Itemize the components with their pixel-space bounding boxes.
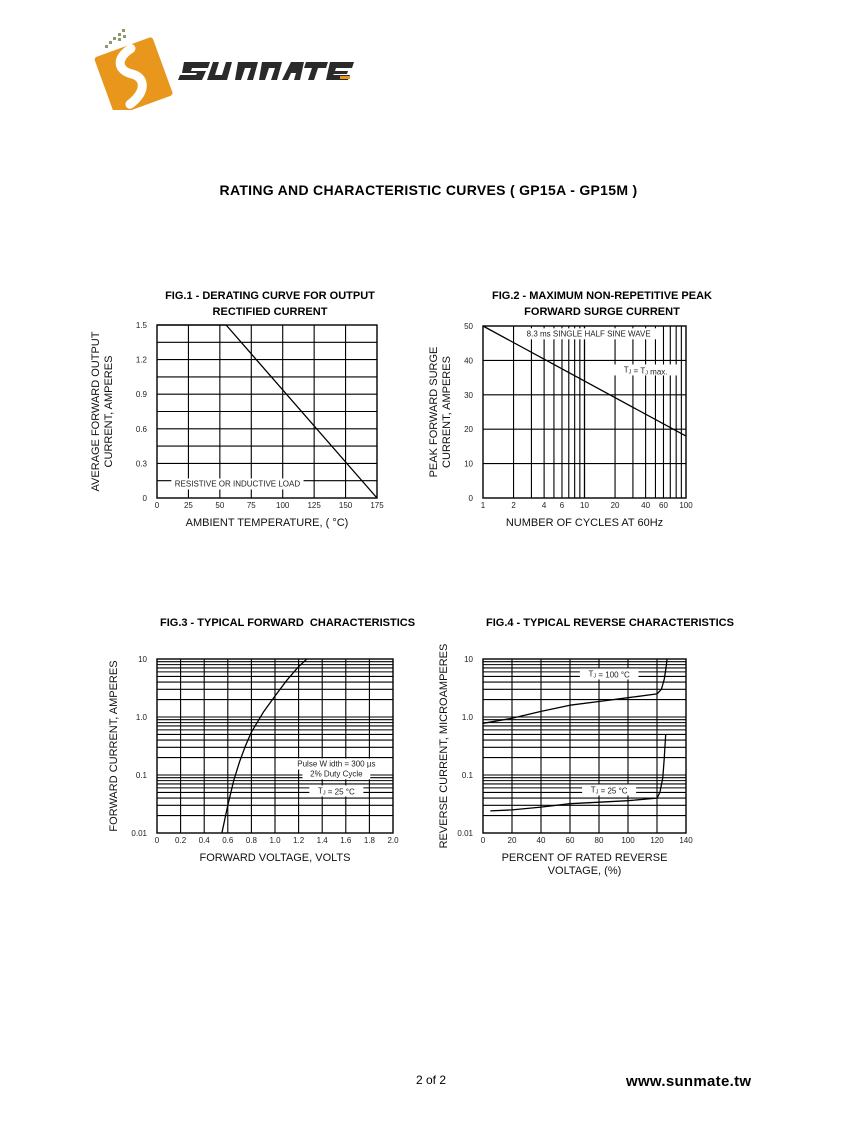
x-tick-label: 150 (338, 501, 353, 510)
chart-fig3 (108, 655, 399, 864)
x-tick-label: 0.8 (245, 836, 257, 845)
x-tick-label: 0 (154, 836, 160, 845)
y-axis-label: CURRENT, AMPERES (103, 355, 115, 468)
annotation-text: 2% Duty Cycle (310, 769, 363, 779)
fig3-title-line1: FIG.3 - TYPICAL FORWARD CHARACTERISTICS (160, 617, 416, 629)
x-tick-label: 125 (307, 501, 321, 510)
annotation-text: TJ = TJ max. (623, 365, 668, 377)
y-axis-label: REVERSE CURRENT, MICROAMPERES (438, 643, 450, 849)
fig1-title-line2: RECTIFIED CURRENT (212, 306, 328, 318)
x-tick-label: 60 (565, 836, 575, 845)
fig2-title-line1: FIG.2 - MAXIMUM NON-REPETITIVE PEAK (491, 290, 712, 302)
fig1-title-line1: FIG.1 - DERATING CURVE FOR OUTPUT (165, 290, 375, 302)
x-axis-label: PERCENT OF RATED REVERSE (501, 852, 668, 864)
website-url[interactable]: www.sunmate.tw (626, 1073, 752, 1090)
x-tick-label: 0 (154, 501, 160, 510)
plot-frame (483, 659, 686, 833)
x-tick-label: 50 (215, 501, 225, 510)
x-tick-label: 100 (276, 501, 290, 510)
y-tick-label: 10 (464, 655, 473, 664)
page-number: 2 of 2 (416, 1073, 447, 1087)
x-tick-label: 1.6 (340, 836, 352, 845)
chart-fig4 (438, 644, 693, 877)
x-tick-label: 1.8 (363, 836, 375, 845)
x-tick-label: 40 (536, 836, 546, 845)
y-tick-label: 20 (464, 425, 473, 435)
x-tick-label: 100 (621, 836, 635, 845)
x-tick-label: 0 (480, 836, 486, 845)
x-tick-label: 1.2 (293, 836, 305, 845)
y-axis-label: AVERAGE FORWARD OUTPUT (90, 331, 102, 492)
x-tick-label: 0.6 (222, 836, 234, 845)
y-axis-label: CURRENT, AMPERES (441, 356, 453, 468)
series-line-2 (490, 735, 665, 811)
y-tick-label: 0.1 (461, 771, 473, 780)
x-tick-label: 0.2 (175, 836, 187, 845)
y-tick-label: 1.0 (135, 713, 147, 722)
chart-fig2 (428, 322, 693, 529)
grid (157, 659, 393, 833)
grid (483, 659, 686, 833)
fig4-title-line1: FIG.4 - TYPICAL REVERSE CHARACTERISTICS (486, 617, 734, 629)
x-tick-label: 2.0 (387, 836, 399, 845)
x-tick-label: 10 (580, 501, 589, 510)
grid (157, 325, 377, 498)
x-axis-label: FORWARD VOLTAGE, VOLTS (199, 852, 351, 864)
y-tick-label: 0 (142, 494, 147, 503)
y-axis-label: FORWARD CURRENT, AMPERES (108, 660, 120, 832)
x-axis-label: NUMBER OF CYCLES AT 60Hz (505, 517, 664, 529)
y-tick-label: 1.0 (461, 713, 473, 722)
chart-fig1 (90, 321, 384, 529)
y-tick-label: 50 (464, 322, 473, 331)
y-tick-label: 1.5 (135, 321, 147, 330)
x-tick-label: 140 (679, 836, 693, 845)
series-line-1 (222, 659, 307, 833)
x-tick-label: 175 (370, 501, 384, 510)
annotations (580, 668, 639, 795)
x-tick-label: 120 (650, 836, 664, 845)
x-axis-label: VOLTAGE, (%) (547, 865, 622, 877)
annotations (171, 478, 303, 489)
x-tick-label: 2 (511, 501, 516, 510)
x-tick-label: 20 (610, 501, 620, 510)
y-tick-label: 40 (464, 356, 473, 366)
x-tick-label: 6 (559, 501, 565, 510)
x-tick-label: 75 (246, 501, 256, 510)
x-tick-label: 20 (507, 836, 517, 845)
series-line-1 (483, 659, 667, 723)
y-tick-label: 0.01 (457, 829, 473, 838)
y-tick-label: 0 (468, 494, 473, 503)
y-tick-label: 0.9 (135, 390, 147, 400)
x-tick-label: 0.4 (198, 836, 210, 845)
page-title-text: RATING AND CHARACTERISTIC CURVES ( GP15A - GP15M ) (219, 182, 638, 198)
x-tick-label: 1.0 (269, 836, 281, 845)
x-tick-label: 80 (594, 836, 604, 845)
annotation-text: Pulse W idth = 300 µs (297, 759, 376, 769)
y-tick-label: 10 (138, 655, 147, 664)
fig2-title-line2: FORWARD SURGE CURRENT (524, 306, 680, 318)
y-tick-label: 0.6 (135, 424, 147, 434)
y-axis-label: PEAK FORWARD SURGE (428, 346, 440, 478)
annotation-text: TJ = 100 °C (588, 669, 630, 680)
y-tick-label: 30 (464, 390, 473, 400)
annotation-text: TJ = 25 °C (590, 785, 628, 796)
y-tick-label: 0.1 (135, 771, 147, 780)
x-tick-label: 100 (679, 501, 693, 510)
x-tick-label: 1 (480, 501, 486, 510)
y-tick-label: 10 (464, 459, 473, 469)
x-axis-label: AMBIENT TEMPERATURE, ( °C) (185, 517, 349, 529)
grid (483, 326, 686, 498)
x-tick-label: 60 (659, 501, 668, 510)
y-tick-label: 1.2 (135, 355, 147, 365)
y-tick-label: 0.3 (135, 459, 147, 469)
x-tick-label: 25 (183, 501, 193, 510)
y-tick-label: 0.01 (131, 829, 147, 838)
x-tick-label: 1.4 (316, 836, 328, 845)
x-tick-label: 4 (541, 501, 547, 510)
annotation-text: 8.3 ms SINGLE HALF SINE WAVE (526, 329, 651, 339)
x-tick-label: 40 (641, 501, 651, 510)
annotation-text: TJ = 25 °C (317, 786, 355, 797)
annotation-text: RESISTIVE OR INDUCTIVE LOAD (174, 479, 301, 489)
